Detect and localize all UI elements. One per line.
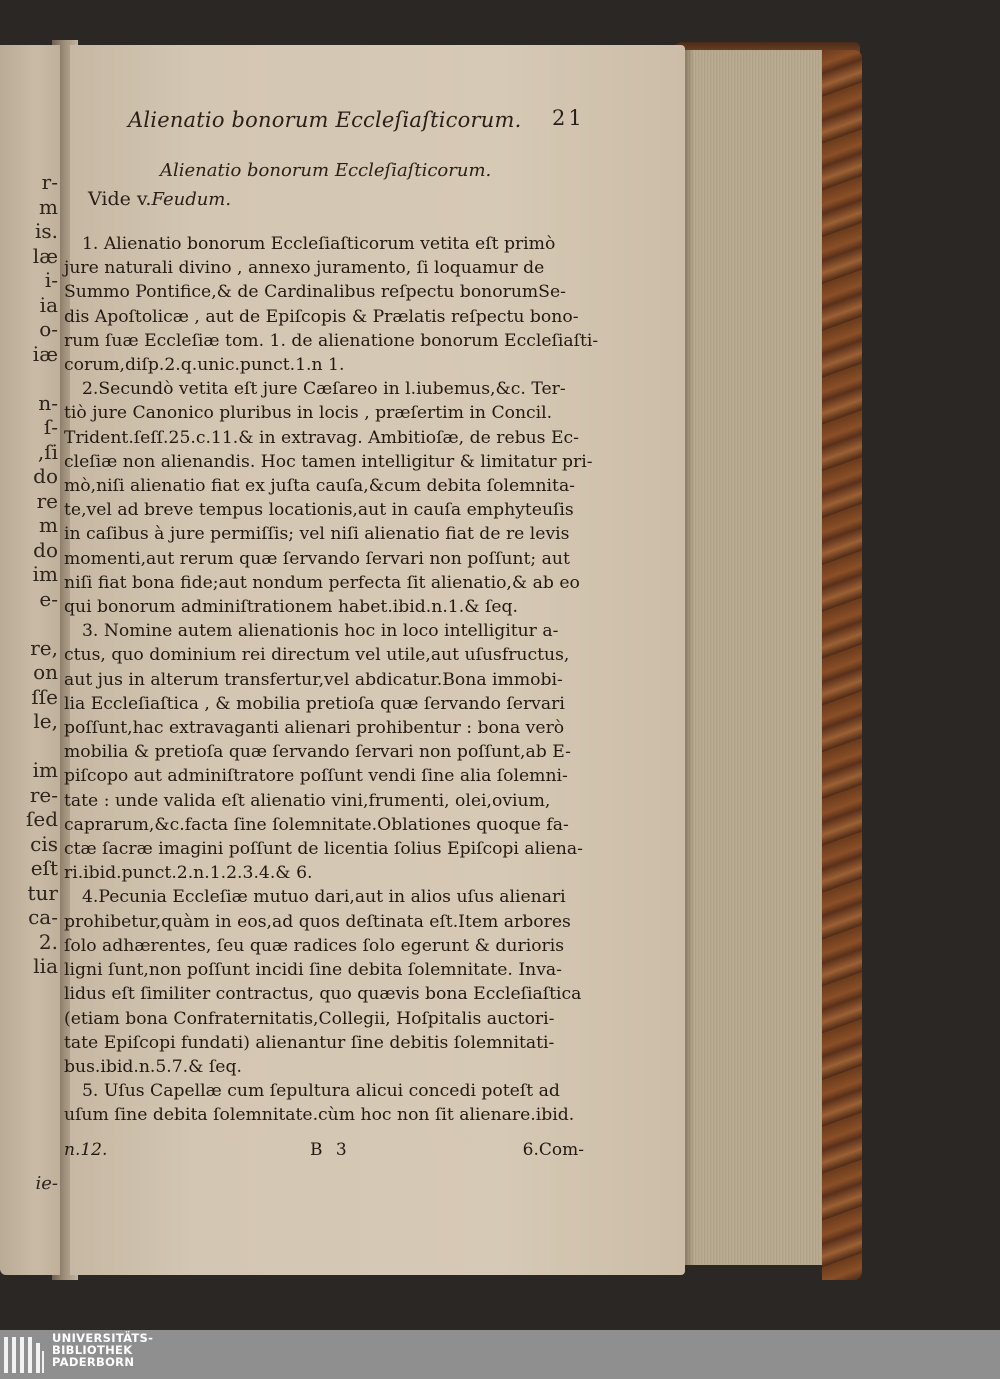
left-edge-fragment: o- <box>39 317 58 341</box>
footer-reference: n.12. <box>64 1140 108 1160</box>
left-edge-fragment: re <box>36 488 58 513</box>
left-edge-fragment: ſed <box>25 807 58 831</box>
left-edge-fragment: re, <box>30 635 58 660</box>
text-line: ctæ ſacræ imagini poſſunt de licentia ſolius Epiſcopi aliena- <box>64 839 583 860</box>
catchword: 6.Com- <box>522 1140 584 1160</box>
left-edge-fragment: on <box>33 660 58 684</box>
library-logo-icon <box>4 1337 44 1373</box>
left-edge-fragment: 2. <box>38 929 58 954</box>
left-edge-fragment: i- <box>44 268 58 292</box>
left-edge-fragment <box>0 611 58 636</box>
page-block-edge <box>680 50 830 1265</box>
left-edge-fragment: ca- <box>28 905 58 929</box>
left-edge-fragment: ia <box>39 292 58 317</box>
text-line: tate : unde valida eſt alienatio vini,frumenti, olei,ovium, <box>64 790 551 811</box>
left-edge-fragment: im <box>32 562 58 586</box>
text-line: Trident.ſeſſ.25.c.11.& in extravag. Ambitioſæ, de rebus Ec- <box>64 427 579 448</box>
left-edge-fragment: n- <box>38 390 58 415</box>
left-edge-fragment: ſſe <box>31 684 58 709</box>
left-edge-fragment: eſt <box>30 856 58 880</box>
paragraph <box>64 619 584 885</box>
body-text <box>64 232 599 1128</box>
text-line: corum,diſp.2.q.unic.punct.1.n 1. <box>64 355 345 376</box>
text-line: Summo Pontifice,& de Cardinalibus reſpectu bonorumSe- <box>64 282 566 303</box>
text-line: (etiam bona Confraternitatis,Collegii, Hoſpitalis auctori- <box>64 1008 555 1029</box>
paragraph <box>64 232 599 377</box>
running-head: Alienatio bonorum Eccleſiaſticorum. <box>128 108 522 132</box>
paragraph <box>64 885 584 1079</box>
text-line: niſi fiat bona fide;aut nondum perfecta ſit alienatio,& ab eo <box>64 572 580 593</box>
left-edge-fragment: m <box>39 194 58 219</box>
text-line: ri.ibid.punct.2.n.1.2.3.4.& 6. <box>64 863 313 884</box>
text-line: mobilia & pretioſa quæ ſervando ſervari non poſſunt,ab E- <box>64 742 571 763</box>
section-title: Alienatio bonorum Eccleſiaſticorum. <box>160 160 492 181</box>
text-line: cleſiæ non alienandis. Hoc tamen intelligitur & limitatur pri- <box>64 451 593 472</box>
left-edge-fragment: ,ſi <box>37 439 58 464</box>
library-name-line-2: BIBLIOTHEK <box>52 1342 133 1357</box>
left-edge-fragment: tur <box>27 880 58 905</box>
left-edge-fragment: m <box>39 513 58 537</box>
page-number: 21 <box>552 106 585 130</box>
left-edge-fragment: iæ <box>32 341 58 366</box>
left-edge-fragment: do <box>33 464 58 488</box>
left-edge-fragment: lia <box>33 954 58 978</box>
book-cover <box>822 50 862 1280</box>
left-edge-fragment: re- <box>29 782 58 807</box>
text-line: bus.ibid.n.5.7.& ſeq. <box>64 1056 242 1077</box>
left-page-edge-text <box>0 170 58 979</box>
text-line: qui bonorum adminiſtrationem habet.ibid.n.1.& ſeq. <box>64 597 518 618</box>
vide-prefix: Vide v. <box>88 188 152 210</box>
signature-mark: B 3 <box>310 1140 351 1160</box>
text-line: caprarum,&c.facta ſine ſolemnitate.Oblationes quoque fa- <box>64 814 569 835</box>
text-line: 3. Nomine autem alienationis hoc in loco intelligitur a- <box>82 621 559 642</box>
text-line: piſcopo aut adminiſtratore poſſunt vendi ſine alia ſolemni- <box>64 766 568 787</box>
left-edge-fragment: le, <box>33 709 58 733</box>
left-edge-fragment: r- <box>41 170 58 194</box>
text-line: 4.Pecunia Eccleſiæ mutuo dari,aut in alios uſus alienari <box>82 887 566 908</box>
text-line: ſolo adhærentes, ſeu quæ radices ſolo egerunt & durioris <box>64 935 565 956</box>
text-line: dis Apoſtolicæ , aut de Epiſcopis & Prælatis reſpectu bono- <box>64 306 579 327</box>
left-edge-fragment <box>0 734 58 759</box>
text-line: momenti,aut rerum quæ ſervando ſervari non poſſunt; aut <box>64 548 570 569</box>
text-line: tate Epiſcopi fundati) alienantur ſine debitis ſolemnitati- <box>64 1032 555 1053</box>
left-edge-fragment: cis <box>30 831 58 856</box>
left-edge-fragment: ſ- <box>43 415 58 439</box>
text-line: mò,niſi alienatio fiat ex juſta cauſa,&cum debita ſolemnita- <box>64 476 575 497</box>
text-line: jure naturali divino , annexo juramento, ſi loquamur de <box>64 258 545 279</box>
text-line: poſſunt,hac extravaganti alienari prohibentur : bona verò <box>64 718 565 739</box>
cross-reference <box>88 188 231 210</box>
library-name-line-1: UNIVERSITÄTS- <box>52 1331 154 1345</box>
text-line: uſum ſine debita ſolemnitate.cùm hoc non ſit alienare.ibid. <box>64 1105 575 1126</box>
vide-reference: Feudum. <box>151 189 232 210</box>
left-page-edge-foot: ie- <box>35 1173 58 1194</box>
left-edge-fragment: læ <box>32 243 58 268</box>
text-line: te,vel ad breve tempus locationis,aut in cauſa emphyteuſis <box>64 500 574 521</box>
page-footer <box>64 1140 584 1164</box>
text-line: rum ſuæ Eccleſiæ tom. 1. de alienatione bonorum Eccleſiaſti- <box>64 330 599 351</box>
paragraph <box>64 377 593 619</box>
library-name <box>52 1333 153 1368</box>
paragraph <box>64 1079 584 1127</box>
left-edge-fragment <box>0 366 58 391</box>
text-line: in caſibus à jure permiſſis; vel niſi alienatio fiat de re levis <box>64 524 570 545</box>
text-line: aut jus in alterum transfertur,vel abdicatur.Bona immobi- <box>64 669 563 690</box>
text-line: 5. Uſus Capellæ cum ſepultura alicui concedi poteſt ad <box>82 1081 560 1102</box>
library-name-line-3: PADERBORN <box>52 1354 135 1369</box>
text-line: 1. Alienatio bonorum Eccleſiaſticorum vetita eſt primò <box>82 234 556 254</box>
text-line: prohibetur,quàm in eos,ad quos deſtinata eſt.Item arbores <box>64 911 571 932</box>
left-edge-fragment: im <box>32 758 58 782</box>
text-line: ligni ſunt,non poſſunt incidi ſine debita ſolemnitate. Inva- <box>64 960 562 981</box>
text-line: ctus, quo dominium rei directum vel utile,aut uſusfructus, <box>64 645 570 666</box>
text-line: 2.Secundò vetita eſt jure Cæſareo in l.iubemus,&c. Ter- <box>82 379 566 400</box>
text-line: tiò jure Canonico pluribus in locis , præſertim in Concil. <box>64 403 553 424</box>
left-edge-fragment: do <box>33 537 58 562</box>
left-facing-page <box>0 45 60 1275</box>
text-line: lidus eſt ſimiliter contractus, quo quævis bona Eccleſiaſtica <box>64 984 582 1005</box>
left-edge-fragment: e- <box>39 586 58 611</box>
library-banner <box>0 1330 1000 1379</box>
left-edge-fragment: is. <box>34 219 58 243</box>
text-line: lia Eccleſiaſtica , & mobilia pretioſa quæ ſervando ſervari <box>64 693 565 714</box>
